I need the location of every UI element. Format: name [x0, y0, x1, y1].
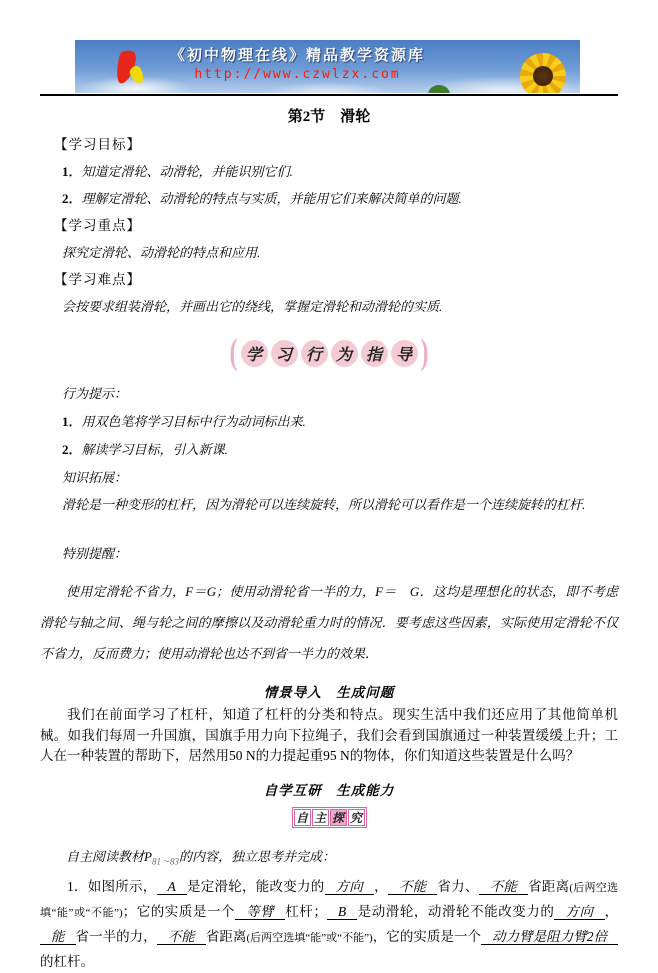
question-text: 省力、	[437, 879, 479, 895]
item-number: 1．	[62, 164, 82, 179]
left-flourish-icon: (	[229, 333, 238, 373]
blank-answer: 方向	[554, 904, 604, 920]
goal-item	[62, 161, 618, 180]
goal-text: 知道定滑轮、动滑轮，并能识别它们.	[81, 164, 293, 179]
banner-text	[75, 44, 520, 83]
guide-char-circle: 指	[361, 340, 388, 367]
worksheet-page	[0, 40, 658, 972]
badge-char: 探	[330, 809, 347, 826]
key-point-text: 探究定滑轮、动滑轮的特点和应用.	[62, 245, 261, 260]
question-text: 是定滑轮，能改变力的	[186, 879, 325, 895]
section-header-difficulty: 【学习难点】	[54, 272, 141, 287]
knowledge-label: 知识拓展：	[62, 470, 128, 485]
sunflower-icon	[520, 53, 566, 93]
behavior-item	[62, 439, 618, 458]
question-text: ，	[604, 904, 619, 920]
question-text: 省距离	[528, 879, 570, 895]
self-explore-badge	[292, 807, 367, 828]
badge-row	[40, 807, 618, 828]
difficulty-text: 会按要求组装滑轮，并画出它的绕线，掌握定滑轮和动滑轮的实质.	[62, 299, 443, 314]
page-title: 第2节 滑轮	[287, 109, 371, 125]
right-flourish-icon: )	[420, 333, 429, 373]
reading-prefix: 自主阅读教材P	[66, 848, 152, 864]
behavior-text: 解读学习目标，引入新课.	[81, 442, 228, 457]
behavior-tips-label: 行为提示：	[62, 386, 128, 401]
reminder-label: 特别提醒：	[62, 546, 128, 561]
goal-text: 理解定滑轮、动滑轮的特点与实质，并能用它们来解决简单的问题.	[81, 191, 462, 206]
item-number: 2．	[62, 191, 82, 206]
badge-char: 究	[348, 809, 365, 826]
leaf-icon	[428, 85, 450, 93]
scene-paragraph: 我们在前面学习了杠杆，知道了杠杆的分类和特点。现实生活中我们还应用了其他简单机械。如我们每周一升国旗，国旗手用力向下拉绳子，我们会看到国旗通过一种装置缓缓上升；工人在一种装置的帮助下，居然用50 N的力提起重95 N的物体，你们知道这些装置是什么吗？	[40, 707, 618, 763]
guide-banner	[40, 333, 618, 373]
guide-char-circle: 为	[331, 340, 358, 367]
blank-answer: 动力臂是阻力臂2倍	[481, 929, 618, 945]
guide-char-circle: 行	[301, 340, 328, 367]
selfstudy-heading: 自学互研 生成能力	[263, 782, 395, 798]
question-text: 杠杆；	[285, 904, 327, 920]
page-range-subscript: 81～83	[151, 856, 179, 867]
fill-note: (后两空选填“能”或“不能”)	[40, 882, 619, 920]
guide-char-circle: 学	[241, 340, 268, 367]
guide-char-circle: 习	[271, 340, 298, 367]
question-text: 省一半的力，	[75, 929, 157, 945]
behavior-item	[62, 411, 618, 430]
banner-url-link[interactable]: http://www.czwlzx.com	[194, 67, 401, 82]
blank-answer: 方向	[325, 879, 375, 895]
badge-char: 自	[294, 809, 311, 826]
scene-heading: 情景导入 生成问题	[263, 685, 395, 700]
item-number: 1．	[62, 414, 82, 429]
guide-char-circle: 导	[391, 340, 418, 367]
behavior-text: 用双色笔将学习目标中行为动词标出来.	[81, 414, 306, 429]
section-header-key: 【学习重点】	[54, 218, 141, 233]
item-number: 2．	[62, 442, 82, 457]
knowledge-text: 滑轮是一种变形的杠杆，因为滑轮可以连续旋转，所以滑轮可以看作是一个连续旋转的杠杆.	[62, 497, 586, 512]
reading-suffix: 的内容，独立思考并完成：	[178, 848, 335, 864]
blank-answer: A	[157, 879, 187, 895]
goal-item	[62, 188, 618, 207]
banner-title: 《初中物理在线》精品教学资源库	[169, 48, 425, 64]
reminder-text: 使用定滑轮不省力，F＝G；使用动滑轮省一半的力，F＝ G．这均是理想化的状态，即不考虑滑轮与轴之间、绳与轮之间的摩擦以及动滑轮重力时的情况．要考虑这些因素，实际使用定滑轮不仅不省力，反而费力；使用动滑轮也达不到省一半力的效果．	[40, 584, 618, 661]
question-text: 是动滑轮，动滑轮不能改变力的	[357, 904, 555, 920]
blank-answer: 等臂	[235, 904, 285, 920]
reading-instruction	[40, 846, 618, 868]
question-text: 1．如图所示，	[67, 879, 157, 895]
badge-char: 主	[312, 809, 329, 826]
blank-answer: 不能	[388, 879, 438, 895]
question-text: ，它的实质是一个	[372, 929, 482, 945]
question-1	[40, 875, 618, 973]
site-banner	[75, 40, 580, 93]
section-header-goals: 【学习目标】	[54, 137, 141, 152]
question-text: 的杠杆。	[40, 954, 94, 970]
blank-answer: 能	[40, 929, 76, 945]
question-text: ，	[374, 879, 388, 895]
blank-answer: 不能	[157, 929, 206, 945]
fill-note: (后两空选填“能”或“不能”)	[246, 932, 373, 945]
question-text: 省距离	[205, 929, 247, 945]
blank-answer: 不能	[479, 879, 529, 895]
horizontal-rule	[40, 94, 618, 96]
blank-answer: B	[327, 904, 357, 920]
question-text: ；它的实质是一个	[122, 904, 236, 920]
